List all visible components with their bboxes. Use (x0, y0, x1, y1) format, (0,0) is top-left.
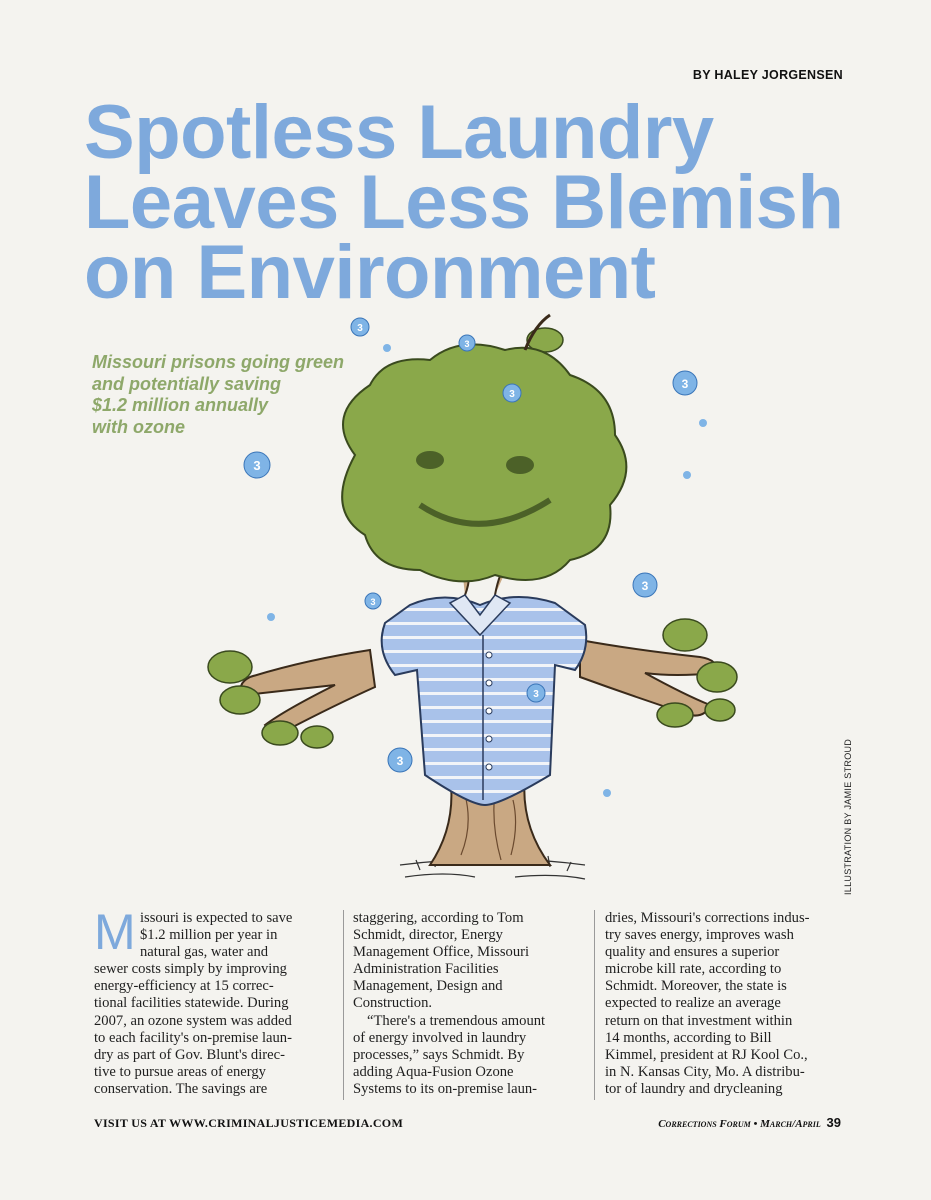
body-line: tional facilities statewide. During (94, 995, 289, 1012)
subheadline-line-2: and potentially saving (92, 373, 282, 394)
ozone-bubble-label: 3 (641, 579, 649, 593)
body-line: natural gas, water and (140, 944, 269, 961)
body-line: Management Office, Missouri (353, 944, 530, 961)
body-line: microbe kill rate, according to (605, 961, 782, 978)
ozone-bubble-label: 3 (533, 689, 539, 700)
body-line: to each facility's on-premise laun- (94, 1029, 292, 1046)
article-body (94, 904, 846, 1108)
body-line: processes,” says Schmidt. By (353, 1046, 525, 1063)
headline-line-3: on Environment (84, 230, 656, 315)
headline-line-1: Spotless Laundry (84, 90, 714, 175)
page-number: 39 (826, 1115, 841, 1130)
footer-issue: March/April (760, 1118, 821, 1130)
body-line: Schmidt. Moreover, the state is (605, 978, 787, 995)
subheadline-line-4: with ozone (92, 416, 185, 437)
body-line: quality and ensures a superior (605, 944, 780, 961)
illustration-credit (843, 738, 857, 895)
ozone-bubble-label: 3 (509, 389, 515, 400)
column-rule (343, 910, 344, 1100)
body-line: of energy involved in laundry (353, 1029, 527, 1046)
body-line: energy-efficiency at 15 correc- (94, 978, 274, 995)
footer-website: VISIT US AT WWW.CRIMINALJUSTICEMEDIA.COM (94, 1116, 404, 1130)
ozone-bubble-label: 3 (464, 339, 470, 349)
striped-shirt (382, 595, 587, 805)
body-line: in N. Kansas City, Mo. A distribu- (605, 1063, 805, 1080)
ozone-bubble-label: 3 (681, 377, 689, 391)
subheadline-line-1: Missouri prisons going green (92, 352, 345, 372)
body-line: dries, Missouri's corrections indus- (605, 910, 810, 926)
body-line: issouri is expected to save (140, 910, 293, 926)
body-line: Schmidt, director, Energy (353, 927, 503, 944)
body-line: $1.2 million per year in (140, 927, 278, 944)
footer-bullet: • (753, 1118, 758, 1130)
body-line: staggering, according to Tom (353, 910, 524, 926)
headline-line-2: Leaves Less Blemish (84, 160, 844, 245)
body-line: 14 months, according to Bill (605, 1029, 772, 1046)
body-line: expected to realize an average (605, 995, 781, 1012)
footer-folio (658, 1115, 841, 1130)
body-line: Kimmel, president at RJ Kool Co., (605, 1046, 808, 1063)
body-line: Systems to its on-premise laun- (353, 1080, 538, 1097)
tree-canopy (342, 315, 626, 581)
body-line: sewer costs simply by improving (94, 961, 287, 978)
ozone-bubble-label: 3 (357, 323, 363, 334)
drop-cap: M (94, 904, 136, 960)
body-line: conservation. The savings are (94, 1080, 268, 1097)
branch-right (580, 640, 716, 716)
subheadline-line-3: $1.2 million annually (92, 395, 269, 415)
body-line: dry as part of Gov. Blunt's direc- (94, 1046, 285, 1063)
ozone-bubble-label: 3 (253, 458, 261, 473)
body-line: tor of laundry and drycleaning (605, 1080, 783, 1097)
body-line: return on that investment within (605, 1012, 793, 1029)
tree-shirt-illustration (195, 305, 795, 905)
body-line: Construction. (353, 995, 433, 1012)
ozone-bubble-label: 3 (396, 754, 404, 768)
body-line: try saves energy, improves wash (605, 927, 794, 944)
ozone-bubble-label: 3 (370, 597, 376, 607)
column-rule (594, 910, 595, 1100)
illustration-credit-text: ILLUSTRATION BY JAMIE STROUD (843, 738, 853, 895)
byline: BY HALEY JORGENSEN (692, 68, 843, 82)
body-line: tive to pursue areas of energy (94, 1063, 266, 1080)
footer-magazine-name: Corrections Forum (658, 1118, 751, 1130)
body-column-3 (605, 910, 841, 1098)
branch-left (241, 650, 375, 733)
body-column-1 (94, 904, 332, 1098)
body-column-2 (353, 910, 585, 1098)
body-line: adding Aqua-Fusion Ozone (353, 1063, 514, 1080)
body-line: Administration Facilities (353, 961, 499, 978)
body-line: “There's a tremendous amount (367, 1012, 546, 1029)
body-line: 2007, an ozone system was added (94, 1012, 292, 1029)
body-line: Management, Design and (353, 978, 503, 995)
headline (84, 90, 884, 315)
